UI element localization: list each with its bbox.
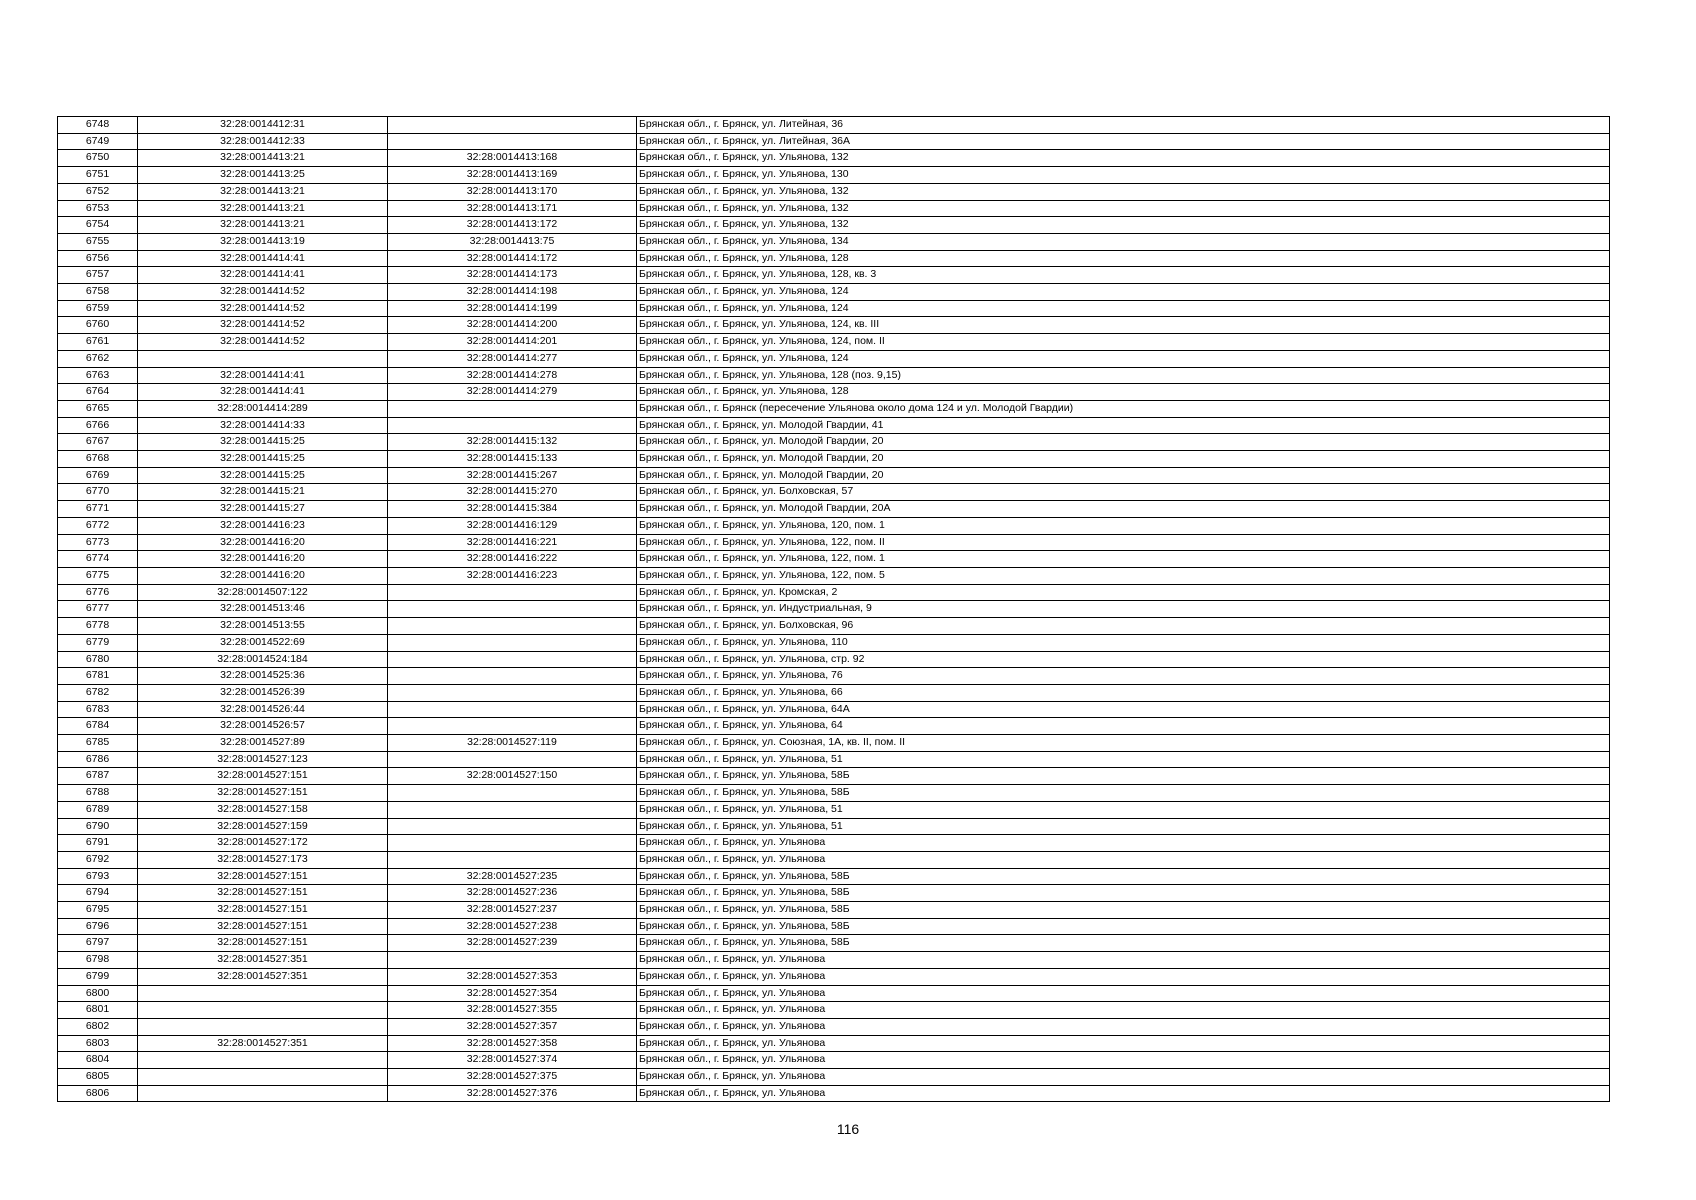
row-number-cell: 6796 — [58, 918, 138, 935]
address-cell: Брянская обл., г. Брянск, ул. Молодой Гвардии, 20 — [637, 467, 1610, 484]
land-cadastral-number-cell: 32:28:0014414:52 — [138, 300, 388, 317]
land-cadastral-number-cell: 32:28:0014513:55 — [138, 618, 388, 635]
land-cadastral-number-cell: 32:28:0014412:31 — [138, 117, 388, 134]
land-cadastral-number-cell: 32:28:0014416:23 — [138, 517, 388, 534]
address-cell: Брянская обл., г. Брянск, ул. Ульянова, 122, пом. 1 — [637, 551, 1610, 568]
row-number-cell: 6788 — [58, 785, 138, 802]
row-number-cell: 6799 — [58, 968, 138, 985]
table-row — [58, 517, 1610, 534]
table-row — [58, 801, 1610, 818]
address-cell: Брянская обл., г. Брянск, ул. Ульянова, 128 (поз. 9,15) — [637, 367, 1610, 384]
address-cell: Брянская обл., г. Брянск, ул. Ульянова, 64 — [637, 718, 1610, 735]
table-row — [58, 1018, 1610, 1035]
land-cadastral-number-cell: 32:28:0014414:41 — [138, 384, 388, 401]
table-row — [58, 701, 1610, 718]
table-row — [58, 1052, 1610, 1069]
object-cadastral-number-cell: 32:28:0014415:267 — [388, 467, 637, 484]
table-row — [58, 1002, 1610, 1019]
table-row — [58, 751, 1610, 768]
land-cadastral-number-cell: 32:28:0014415:21 — [138, 484, 388, 501]
address-cell: Брянская обл., г. Брянск, ул. Ульянова — [637, 835, 1610, 852]
address-cell: Брянская обл., г. Брянск, ул. Кромская, 2 — [637, 584, 1610, 601]
row-number-cell: 6791 — [58, 835, 138, 852]
object-cadastral-number-cell — [388, 400, 637, 417]
object-cadastral-number-cell: 32:28:0014527:374 — [388, 1052, 637, 1069]
object-cadastral-number-cell: 32:28:0014416:223 — [388, 567, 637, 584]
land-cadastral-number-cell: 32:28:0014527:151 — [138, 935, 388, 952]
land-cadastral-number-cell: 32:28:0014415:27 — [138, 501, 388, 518]
address-cell: Брянская обл., г. Брянск, ул. Болховская, 96 — [637, 618, 1610, 635]
table-row — [58, 300, 1610, 317]
address-cell: Брянская обл., г. Брянск, ул. Ульянова, 58Б — [637, 935, 1610, 952]
address-cell: Брянская обл., г. Брянск, ул. Ульянова, 64А — [637, 701, 1610, 718]
registry-sheet — [57, 116, 1610, 1102]
table-row — [58, 284, 1610, 301]
table-row — [58, 835, 1610, 852]
row-number-cell: 6752 — [58, 183, 138, 200]
object-cadastral-number-cell: 32:28:0014527:119 — [388, 735, 637, 752]
row-number-cell: 6755 — [58, 233, 138, 250]
land-cadastral-number-cell: 32:28:0014527:351 — [138, 968, 388, 985]
land-cadastral-number-cell: 32:28:0014527:89 — [138, 735, 388, 752]
table-row — [58, 233, 1610, 250]
row-number-cell: 6760 — [58, 317, 138, 334]
address-cell: Брянская обл., г. Брянск, ул. Ульянова, 124, кв. III — [637, 317, 1610, 334]
land-cadastral-number-cell: 32:28:0014413:21 — [138, 200, 388, 217]
table-row — [58, 868, 1610, 885]
object-cadastral-number-cell: 32:28:0014414:172 — [388, 250, 637, 267]
table-row — [58, 651, 1610, 668]
row-number-cell: 6780 — [58, 651, 138, 668]
row-number-cell: 6781 — [58, 668, 138, 685]
land-cadastral-number-cell — [138, 1085, 388, 1102]
table-row — [58, 250, 1610, 267]
table-row — [58, 434, 1610, 451]
land-cadastral-number-cell: 32:28:0014527:151 — [138, 902, 388, 919]
address-cell: Брянская обл., г. Брянск, ул. Ульянова, 128 — [637, 250, 1610, 267]
object-cadastral-number-cell: 32:28:0014527:353 — [388, 968, 637, 985]
table-row — [58, 384, 1610, 401]
table-row — [58, 785, 1610, 802]
address-cell: Брянская обл., г. Брянск, ул. Молодой Гвардии, 41 — [637, 417, 1610, 434]
row-number-cell: 6764 — [58, 384, 138, 401]
object-cadastral-number-cell: 32:28:0014415:270 — [388, 484, 637, 501]
address-cell: Брянская обл., г. Брянск, ул. Ульянова, 134 — [637, 233, 1610, 250]
land-cadastral-number-cell — [138, 985, 388, 1002]
object-cadastral-number-cell — [388, 117, 637, 134]
table-row — [58, 150, 1610, 167]
row-number-cell: 6769 — [58, 467, 138, 484]
land-cadastral-number-cell: 32:28:0014527:158 — [138, 801, 388, 818]
address-cell: Брянская обл., г. Брянск, ул. Ульянова — [637, 1002, 1610, 1019]
table-row — [58, 684, 1610, 701]
land-cadastral-number-cell: 32:28:0014414:41 — [138, 250, 388, 267]
address-cell: Брянская обл., г. Брянск, ул. Ульянова, 132 — [637, 183, 1610, 200]
row-number-cell: 6765 — [58, 400, 138, 417]
table-row — [58, 484, 1610, 501]
registry-table-body — [58, 117, 1610, 1102]
address-cell: Брянская обл., г. Брянск, ул. Ульянова, 132 — [637, 200, 1610, 217]
row-number-cell: 6802 — [58, 1018, 138, 1035]
address-cell: Брянская обл., г. Брянск, ул. Ульянова, 124 — [637, 350, 1610, 367]
land-cadastral-number-cell: 32:28:0014414:52 — [138, 284, 388, 301]
row-number-cell: 6784 — [58, 718, 138, 735]
object-cadastral-number-cell — [388, 835, 637, 852]
object-cadastral-number-cell — [388, 417, 637, 434]
row-number-cell: 6803 — [58, 1035, 138, 1052]
row-number-cell: 6762 — [58, 350, 138, 367]
land-cadastral-number-cell: 32:28:0014527:172 — [138, 835, 388, 852]
table-row — [58, 267, 1610, 284]
address-cell: Брянская обл., г. Брянск, ул. Союзная, 1А, кв. II, пом. II — [637, 735, 1610, 752]
object-cadastral-number-cell: 32:28:0014413:172 — [388, 217, 637, 234]
row-number-cell: 6794 — [58, 885, 138, 902]
row-number-cell: 6778 — [58, 618, 138, 635]
address-cell: Брянская обл., г. Брянск, ул. Ульянова — [637, 1018, 1610, 1035]
land-cadastral-number-cell: 32:28:0014414:289 — [138, 400, 388, 417]
table-row — [58, 200, 1610, 217]
address-cell: Брянская обл., г. Брянск, ул. Ульянова, 58Б — [637, 868, 1610, 885]
row-number-cell: 6750 — [58, 150, 138, 167]
address-cell: Брянская обл., г. Брянск, ул. Ульянова, 122, пом. 5 — [637, 567, 1610, 584]
table-row — [58, 668, 1610, 685]
row-number-cell: 6749 — [58, 133, 138, 150]
row-number-cell: 6777 — [58, 601, 138, 618]
land-cadastral-number-cell: 32:28:0014527:151 — [138, 785, 388, 802]
address-cell: Брянская обл., г. Брянск, ул. Ульянова, 110 — [637, 634, 1610, 651]
land-cadastral-number-cell: 32:28:0014415:25 — [138, 467, 388, 484]
row-number-cell: 6779 — [58, 634, 138, 651]
address-cell: Брянская обл., г. Брянск, ул. Ульянова, 58Б — [637, 902, 1610, 919]
object-cadastral-number-cell — [388, 668, 637, 685]
row-number-cell: 6768 — [58, 451, 138, 468]
row-number-cell: 6792 — [58, 851, 138, 868]
row-number-cell: 6785 — [58, 735, 138, 752]
object-cadastral-number-cell: 32:28:0014527:235 — [388, 868, 637, 885]
object-cadastral-number-cell: 32:28:0014413:169 — [388, 167, 637, 184]
table-row — [58, 1069, 1610, 1086]
address-cell: Брянская обл., г. Брянск, ул. Литейная, 36 — [637, 117, 1610, 134]
row-number-cell: 6801 — [58, 1002, 138, 1019]
object-cadastral-number-cell: 32:28:0014413:170 — [388, 183, 637, 200]
land-cadastral-number-cell: 32:28:0014413:21 — [138, 217, 388, 234]
object-cadastral-number-cell — [388, 684, 637, 701]
address-cell: Брянская обл., г. Брянск, ул. Ульянова, 124 — [637, 300, 1610, 317]
row-number-cell: 6789 — [58, 801, 138, 818]
land-cadastral-number-cell: 32:28:0014522:69 — [138, 634, 388, 651]
land-cadastral-number-cell: 32:28:0014527:151 — [138, 918, 388, 935]
land-cadastral-number-cell — [138, 1018, 388, 1035]
object-cadastral-number-cell: 32:28:0014527:355 — [388, 1002, 637, 1019]
table-row — [58, 400, 1610, 417]
land-cadastral-number-cell: 32:28:0014416:20 — [138, 534, 388, 551]
land-cadastral-number-cell: 32:28:0014527:123 — [138, 751, 388, 768]
row-number-cell: 6775 — [58, 567, 138, 584]
object-cadastral-number-cell: 32:28:0014414:278 — [388, 367, 637, 384]
object-cadastral-number-cell — [388, 133, 637, 150]
row-number-cell: 6806 — [58, 1085, 138, 1102]
address-cell: Брянская обл., г. Брянск, ул. Ульянова, 58Б — [637, 918, 1610, 935]
address-cell: Брянская обл., г. Брянск, ул. Молодой Гвардии, 20А — [637, 501, 1610, 518]
address-cell: Брянская обл., г. Брянск, ул. Литейная, 36А — [637, 133, 1610, 150]
table-row — [58, 451, 1610, 468]
address-cell: Брянская обл., г. Брянск, ул. Ульянова, 132 — [637, 217, 1610, 234]
object-cadastral-number-cell — [388, 952, 637, 969]
table-row — [58, 851, 1610, 868]
table-row — [58, 417, 1610, 434]
address-cell: Брянская обл., г. Брянск, ул. Ульянова, 124, пом. II — [637, 334, 1610, 351]
row-number-cell: 6756 — [58, 250, 138, 267]
row-number-cell: 6763 — [58, 367, 138, 384]
address-cell: Брянская обл., г. Брянск, ул. Болховская, 57 — [637, 484, 1610, 501]
table-row — [58, 117, 1610, 134]
object-cadastral-number-cell — [388, 651, 637, 668]
table-row — [58, 768, 1610, 785]
table-row — [58, 1085, 1610, 1102]
land-cadastral-number-cell: 32:28:0014416:20 — [138, 567, 388, 584]
address-cell: Брянская обл., г. Брянск, ул. Ульянова, 51 — [637, 818, 1610, 835]
object-cadastral-number-cell: 32:28:0014414:173 — [388, 267, 637, 284]
land-cadastral-number-cell: 32:28:0014414:41 — [138, 367, 388, 384]
land-cadastral-number-cell: 32:28:0014416:20 — [138, 551, 388, 568]
object-cadastral-number-cell: 32:28:0014415:384 — [388, 501, 637, 518]
object-cadastral-number-cell — [388, 618, 637, 635]
address-cell: Брянская обл., г. Брянск, ул. Ульянова — [637, 851, 1610, 868]
object-cadastral-number-cell — [388, 718, 637, 735]
land-cadastral-number-cell: 32:28:0014527:351 — [138, 1035, 388, 1052]
object-cadastral-number-cell: 32:28:0014527:354 — [388, 985, 637, 1002]
object-cadastral-number-cell: 32:28:0014414:201 — [388, 334, 637, 351]
table-row — [58, 634, 1610, 651]
land-cadastral-number-cell: 32:28:0014413:21 — [138, 183, 388, 200]
object-cadastral-number-cell: 32:28:0014527:237 — [388, 902, 637, 919]
row-number-cell: 6782 — [58, 684, 138, 701]
land-cadastral-number-cell: 32:28:0014415:25 — [138, 451, 388, 468]
address-cell: Брянская обл., г. Брянск, ул. Индустриальная, 9 — [637, 601, 1610, 618]
row-number-cell: 6774 — [58, 551, 138, 568]
address-cell: Брянская обл., г. Брянск, ул. Ульянова, 76 — [637, 668, 1610, 685]
table-row — [58, 618, 1610, 635]
page-number: 116 — [836, 1121, 860, 1137]
address-cell: Брянская обл., г. Брянск, ул. Ульянова, стр. 92 — [637, 651, 1610, 668]
table-row — [58, 551, 1610, 568]
row-number-cell: 6795 — [58, 902, 138, 919]
object-cadastral-number-cell — [388, 584, 637, 601]
row-number-cell: 6783 — [58, 701, 138, 718]
table-row — [58, 902, 1610, 919]
row-number-cell: 6798 — [58, 952, 138, 969]
object-cadastral-number-cell — [388, 818, 637, 835]
table-row — [58, 935, 1610, 952]
object-cadastral-number-cell: 32:28:0014415:133 — [388, 451, 637, 468]
row-number-cell: 6805 — [58, 1069, 138, 1086]
land-cadastral-number-cell: 32:28:0014413:19 — [138, 233, 388, 250]
table-row — [58, 183, 1610, 200]
row-number-cell: 6797 — [58, 935, 138, 952]
object-cadastral-number-cell — [388, 601, 637, 618]
land-cadastral-number-cell: 32:28:0014527:173 — [138, 851, 388, 868]
address-cell: Брянская обл., г. Брянск, ул. Ульянова — [637, 1085, 1610, 1102]
row-number-cell: 6753 — [58, 200, 138, 217]
land-cadastral-number-cell: 32:28:0014525:36 — [138, 668, 388, 685]
object-cadastral-number-cell: 32:28:0014527:150 — [388, 768, 637, 785]
land-cadastral-number-cell: 32:28:0014413:21 — [138, 150, 388, 167]
object-cadastral-number-cell: 32:28:0014414:198 — [388, 284, 637, 301]
registry-table — [57, 116, 1610, 1102]
object-cadastral-number-cell: 32:28:0014414:279 — [388, 384, 637, 401]
row-number-cell: 6767 — [58, 434, 138, 451]
object-cadastral-number-cell: 32:28:0014527:239 — [388, 935, 637, 952]
object-cadastral-number-cell: 32:28:0014416:129 — [388, 517, 637, 534]
table-row — [58, 317, 1610, 334]
row-number-cell: 6793 — [58, 868, 138, 885]
address-cell: Брянская обл., г. Брянск, ул. Молодой Гвардии, 20 — [637, 434, 1610, 451]
land-cadastral-number-cell: 32:28:0014414:33 — [138, 417, 388, 434]
table-row — [58, 818, 1610, 835]
address-cell: Брянская обл., г. Брянск, ул. Ульянова — [637, 1069, 1610, 1086]
object-cadastral-number-cell — [388, 634, 637, 651]
row-number-cell: 6786 — [58, 751, 138, 768]
table-row — [58, 167, 1610, 184]
row-number-cell: 6804 — [58, 1052, 138, 1069]
table-row — [58, 718, 1610, 735]
object-cadastral-number-cell: 32:28:0014415:132 — [388, 434, 637, 451]
table-row — [58, 968, 1610, 985]
address-cell: Брянская обл., г. Брянск, ул. Ульянова, 124 — [637, 284, 1610, 301]
address-cell: Брянская обл., г. Брянск, ул. Ульянова, 128 — [637, 384, 1610, 401]
row-number-cell: 6800 — [58, 985, 138, 1002]
land-cadastral-number-cell: 32:28:0014507:122 — [138, 584, 388, 601]
table-row — [58, 534, 1610, 551]
row-number-cell: 6773 — [58, 534, 138, 551]
object-cadastral-number-cell: 32:28:0014413:171 — [388, 200, 637, 217]
land-cadastral-number-cell: 32:28:0014527:151 — [138, 768, 388, 785]
address-cell: Брянская обл., г. Брянск, ул. Ульянова, 58Б — [637, 885, 1610, 902]
object-cadastral-number-cell: 32:28:0014414:199 — [388, 300, 637, 317]
land-cadastral-number-cell — [138, 350, 388, 367]
row-number-cell: 6761 — [58, 334, 138, 351]
object-cadastral-number-cell — [388, 851, 637, 868]
address-cell: Брянская обл., г. Брянск, ул. Ульянова, 66 — [637, 684, 1610, 701]
address-cell: Брянская обл., г. Брянск, ул. Ульянова, 58Б — [637, 768, 1610, 785]
object-cadastral-number-cell: 32:28:0014527:376 — [388, 1085, 637, 1102]
address-cell: Брянская обл., г. Брянск, ул. Ульянова, 51 — [637, 751, 1610, 768]
address-cell: Брянская обл., г. Брянск, ул. Ульянова, 130 — [637, 167, 1610, 184]
object-cadastral-number-cell: 32:28:0014527:375 — [388, 1069, 637, 1086]
object-cadastral-number-cell — [388, 751, 637, 768]
row-number-cell: 6787 — [58, 768, 138, 785]
address-cell: Брянская обл., г. Брянск, ул. Ульянова, 120, пом. 1 — [637, 517, 1610, 534]
address-cell: Брянская обл., г. Брянск, ул. Ульянова — [637, 1052, 1610, 1069]
table-row — [58, 584, 1610, 601]
table-row — [58, 952, 1610, 969]
object-cadastral-number-cell — [388, 701, 637, 718]
address-cell: Брянская обл., г. Брянск, ул. Ульянова — [637, 968, 1610, 985]
table-row — [58, 601, 1610, 618]
object-cadastral-number-cell: 32:28:0014414:200 — [388, 317, 637, 334]
land-cadastral-number-cell: 32:28:0014513:46 — [138, 601, 388, 618]
land-cadastral-number-cell — [138, 1069, 388, 1086]
object-cadastral-number-cell — [388, 785, 637, 802]
row-number-cell: 6776 — [58, 584, 138, 601]
row-number-cell: 6771 — [58, 501, 138, 518]
object-cadastral-number-cell — [388, 801, 637, 818]
row-number-cell: 6759 — [58, 300, 138, 317]
land-cadastral-number-cell: 32:28:0014414:52 — [138, 317, 388, 334]
object-cadastral-number-cell: 32:28:0014413:168 — [388, 150, 637, 167]
row-number-cell: 6748 — [58, 117, 138, 134]
object-cadastral-number-cell: 32:28:0014416:221 — [388, 534, 637, 551]
table-row — [58, 367, 1610, 384]
table-row — [58, 918, 1610, 935]
land-cadastral-number-cell: 32:28:0014526:44 — [138, 701, 388, 718]
land-cadastral-number-cell: 32:28:0014412:33 — [138, 133, 388, 150]
object-cadastral-number-cell: 32:28:0014527:357 — [388, 1018, 637, 1035]
row-number-cell: 6766 — [58, 417, 138, 434]
land-cadastral-number-cell: 32:28:0014413:25 — [138, 167, 388, 184]
object-cadastral-number-cell: 32:28:0014416:222 — [388, 551, 637, 568]
land-cadastral-number-cell: 32:28:0014527:159 — [138, 818, 388, 835]
row-number-cell: 6772 — [58, 517, 138, 534]
address-cell: Брянская обл., г. Брянск (пересечение Ульянова около дома 124 и ул. Молодой Гвардии) — [637, 400, 1610, 417]
land-cadastral-number-cell — [138, 1052, 388, 1069]
land-cadastral-number-cell: 32:28:0014526:39 — [138, 684, 388, 701]
land-cadastral-number-cell: 32:28:0014524:184 — [138, 651, 388, 668]
table-row — [58, 985, 1610, 1002]
row-number-cell: 6751 — [58, 167, 138, 184]
land-cadastral-number-cell: 32:28:0014526:57 — [138, 718, 388, 735]
address-cell: Брянская обл., г. Брянск, ул. Ульянова — [637, 952, 1610, 969]
row-number-cell: 6758 — [58, 284, 138, 301]
table-row — [58, 885, 1610, 902]
row-number-cell: 6790 — [58, 818, 138, 835]
table-row — [58, 467, 1610, 484]
object-cadastral-number-cell: 32:28:0014527:236 — [388, 885, 637, 902]
land-cadastral-number-cell: 32:28:0014414:41 — [138, 267, 388, 284]
table-row — [58, 567, 1610, 584]
address-cell: Брянская обл., г. Брянск, ул. Ульянова, 58Б — [637, 785, 1610, 802]
object-cadastral-number-cell: 32:28:0014414:277 — [388, 350, 637, 367]
table-row — [58, 1035, 1610, 1052]
table-row — [58, 217, 1610, 234]
address-cell: Брянская обл., г. Брянск, ул. Ульянова, 122, пом. II — [637, 534, 1610, 551]
land-cadastral-number-cell: 32:28:0014527:151 — [138, 868, 388, 885]
row-number-cell: 6757 — [58, 267, 138, 284]
land-cadastral-number-cell — [138, 1002, 388, 1019]
table-row — [58, 350, 1610, 367]
row-number-cell: 6754 — [58, 217, 138, 234]
address-cell: Брянская обл., г. Брянск, ул. Ульянова, 132 — [637, 150, 1610, 167]
address-cell: Брянская обл., г. Брянск, ул. Ульянова — [637, 1035, 1610, 1052]
address-cell: Брянская обл., г. Брянск, ул. Ульянова, 51 — [637, 801, 1610, 818]
table-row — [58, 501, 1610, 518]
table-row — [58, 735, 1610, 752]
land-cadastral-number-cell: 32:28:0014527:351 — [138, 952, 388, 969]
address-cell: Брянская обл., г. Брянск, ул. Молодой Гвардии, 20 — [637, 451, 1610, 468]
land-cadastral-number-cell: 32:28:0014415:25 — [138, 434, 388, 451]
object-cadastral-number-cell: 32:28:0014413:75 — [388, 233, 637, 250]
land-cadastral-number-cell: 32:28:0014527:151 — [138, 885, 388, 902]
object-cadastral-number-cell: 32:28:0014527:358 — [388, 1035, 637, 1052]
table-row — [58, 334, 1610, 351]
object-cadastral-number-cell: 32:28:0014527:238 — [388, 918, 637, 935]
address-cell: Брянская обл., г. Брянск, ул. Ульянова, 128, кв. 3 — [637, 267, 1610, 284]
land-cadastral-number-cell: 32:28:0014414:52 — [138, 334, 388, 351]
table-row — [58, 133, 1610, 150]
address-cell: Брянская обл., г. Брянск, ул. Ульянова — [637, 985, 1610, 1002]
row-number-cell: 6770 — [58, 484, 138, 501]
